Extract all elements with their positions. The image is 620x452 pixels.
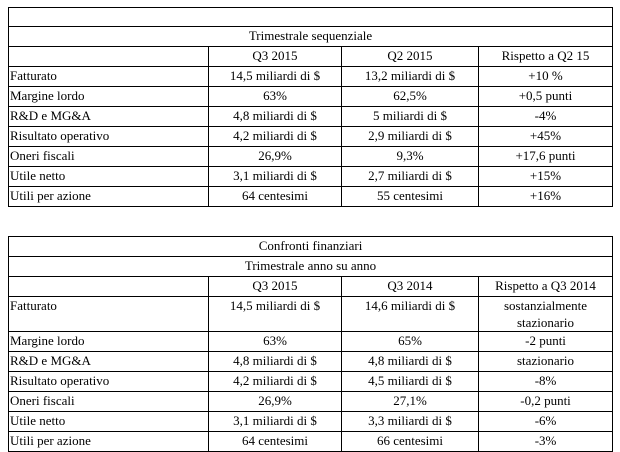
- table-cell: 27,1%: [342, 392, 479, 412]
- table-cell: stazionario: [479, 352, 613, 372]
- table-cell: 62,5%: [342, 87, 479, 107]
- table-cell: 63%: [209, 332, 342, 352]
- table-header-row: [9, 47, 613, 67]
- table-row: [9, 392, 613, 412]
- table-row: [9, 87, 613, 107]
- table-title-row: [9, 27, 613, 47]
- row-label: Margine lordo: [9, 332, 209, 352]
- table-cell: 4,8 miliardi di $: [209, 107, 342, 127]
- table-row: [9, 352, 613, 372]
- table-row: [9, 187, 613, 207]
- table-cell: 2,7 miliardi di $: [342, 167, 479, 187]
- table-cell: 13,2 miliardi di $: [342, 67, 479, 87]
- table-cell: 4,5 miliardi di $: [342, 372, 479, 392]
- table-cell: 14,5 miliardi di $: [209, 297, 342, 332]
- row-label: Oneri fiscali: [9, 147, 209, 167]
- table-subtitle: Trimestrale anno su anno: [9, 257, 613, 277]
- table-row: [9, 67, 613, 87]
- table-header-row: [9, 277, 613, 297]
- year-over-year-table: [8, 236, 613, 452]
- table-row: [9, 147, 613, 167]
- table-cell: 14,6 miliardi di $: [342, 297, 479, 332]
- table-cell: 63%: [209, 87, 342, 107]
- table-cell: -6%: [479, 412, 613, 432]
- table-cell: +45%: [479, 127, 613, 147]
- row-label: Utile netto: [9, 412, 209, 432]
- table-cell: +16%: [479, 187, 613, 207]
- table-cell: 14,5 miliardi di $: [209, 67, 342, 87]
- header-cell: Q3 2014: [342, 277, 479, 297]
- row-label: Risultato operativo: [9, 372, 209, 392]
- table-cell: +17,6 punti: [479, 147, 613, 167]
- table-cell: -3%: [479, 432, 613, 452]
- table-row: [9, 412, 613, 432]
- table-cell: +15%: [479, 167, 613, 187]
- table-cell: +10 %: [479, 67, 613, 87]
- table-cell: 3,1 miliardi di $: [209, 167, 342, 187]
- header-cell: Q3 2015: [209, 277, 342, 297]
- table-row: [9, 127, 613, 147]
- table-cell: sostanzialmente stazionario: [479, 297, 613, 332]
- table-cell: 4,2 miliardi di $: [209, 372, 342, 392]
- table-cell: -8%: [479, 372, 613, 392]
- table-cell: 64 centesimi: [209, 187, 342, 207]
- header-cell: Q3 2015: [209, 47, 342, 67]
- table-cell: 64 centesimi: [209, 432, 342, 452]
- table-cell: 4,2 miliardi di $: [209, 127, 342, 147]
- row-label: Utili per azione: [9, 187, 209, 207]
- table-cell: 26,9%: [209, 147, 342, 167]
- header-cell: [9, 47, 209, 67]
- row-label: Utile netto: [9, 167, 209, 187]
- table-row: [9, 167, 613, 187]
- table-blank-row: [9, 8, 613, 27]
- table-cell: 26,9%: [209, 392, 342, 412]
- table-cell: 4,8 miliardi di $: [209, 352, 342, 372]
- table-cell: 9,3%: [342, 147, 479, 167]
- header-cell: Rispetto a Q3 2014: [479, 277, 613, 297]
- table-title: Confronti finanziari: [9, 237, 613, 257]
- table-cell: 2,9 miliardi di $: [342, 127, 479, 147]
- row-label: R&D e MG&A: [9, 107, 209, 127]
- row-label: R&D e MG&A: [9, 352, 209, 372]
- table-cell: -0,2 punti: [479, 392, 613, 412]
- table-cell: 4,8 miliardi di $: [342, 352, 479, 372]
- table-cell: +0,5 punti: [479, 87, 613, 107]
- blank-cell: [9, 8, 613, 27]
- table-cell: 65%: [342, 332, 479, 352]
- table-title-row: [9, 237, 613, 257]
- sequential-quarter-table: [8, 7, 613, 207]
- table-row: [9, 107, 613, 127]
- table-cell: 3,1 miliardi di $: [209, 412, 342, 432]
- table-cell: 5 miliardi di $: [342, 107, 479, 127]
- table-cell: -2 punti: [479, 332, 613, 352]
- row-label: Fatturato: [9, 67, 209, 87]
- row-label: Utili per azione: [9, 432, 209, 452]
- table-row: [9, 372, 613, 392]
- table-title: Trimestrale sequenziale: [9, 27, 613, 47]
- header-cell: [9, 277, 209, 297]
- table-cell: 66 centesimi: [342, 432, 479, 452]
- table-cell: 3,3 miliardi di $: [342, 412, 479, 432]
- header-cell: Rispetto a Q2 15: [479, 47, 613, 67]
- header-cell: Q2 2015: [342, 47, 479, 67]
- table-subtitle-row: [9, 257, 613, 277]
- table-cell: 55 centesimi: [342, 187, 479, 207]
- row-label: Risultato operativo: [9, 127, 209, 147]
- row-label: Margine lordo: [9, 87, 209, 107]
- table-row: [9, 332, 613, 352]
- row-label: Fatturato: [9, 297, 209, 332]
- table-row: [9, 432, 613, 452]
- table-cell: -4%: [479, 107, 613, 127]
- table-row: [9, 297, 613, 332]
- row-label: Oneri fiscali: [9, 392, 209, 412]
